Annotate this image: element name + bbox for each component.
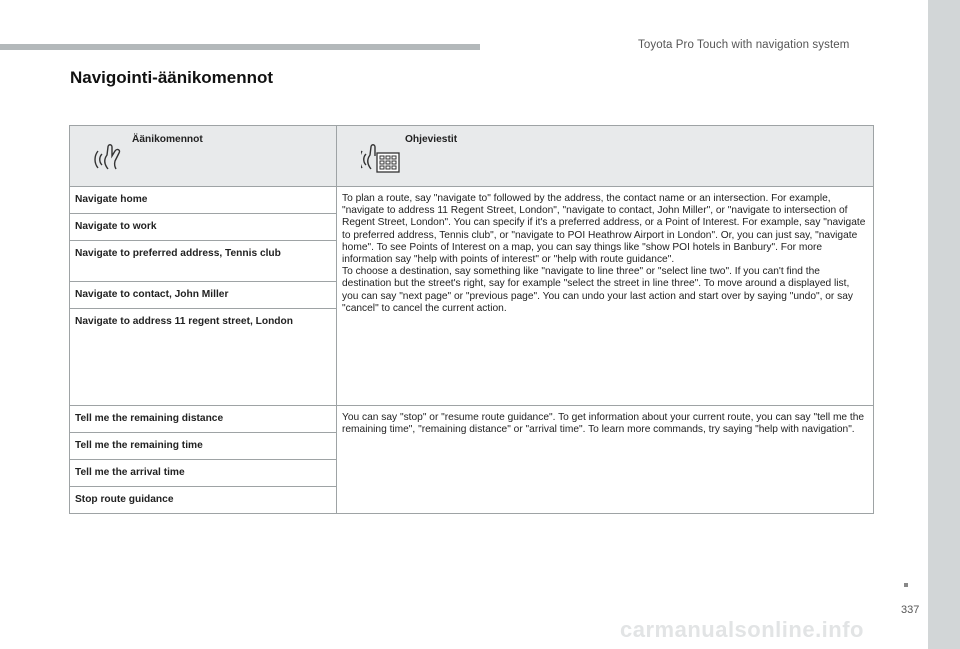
header-rule xyxy=(0,44,480,50)
voice-help-screen-icon xyxy=(361,142,401,174)
table-row xyxy=(70,187,874,214)
command-cell: Tell me the remaining time xyxy=(70,433,337,460)
page-number: 337 xyxy=(901,604,920,616)
description-paragraph: To choose a destination, say something like "navigate to line three" or "select line two". If you can't find the destination but the street's right, say for example "select the street in line three". To move around a displayed list, you can say "next page" or "previous page". You can undo your last action and start over by saying "undo", or say "cancel" to cancel the current action. xyxy=(342,266,854,314)
help-messages-header xyxy=(337,126,874,187)
voice-commands-header xyxy=(70,126,337,187)
table-row xyxy=(70,406,874,433)
voice-command-icon xyxy=(94,142,128,172)
command-cell: Navigate to work xyxy=(70,214,337,241)
command-cell: Tell me the remaining distance xyxy=(70,406,337,433)
table-header-row xyxy=(70,126,874,187)
command-cell: Navigate home xyxy=(70,187,337,214)
page-marker-dot xyxy=(904,583,908,587)
page-side-tab xyxy=(928,0,960,649)
command-cell: Tell me the arrival time xyxy=(70,460,337,487)
command-cell: Navigate to preferred address, Tennis club xyxy=(70,241,337,282)
voice-commands-label: Äänikomennot xyxy=(132,134,203,145)
command-cell: Stop route guidance xyxy=(70,487,337,514)
page-title: Navigointi-äänikomennot xyxy=(70,68,274,87)
description-cell xyxy=(337,187,874,406)
manual-title: Toyota Pro Touch with navigation system xyxy=(638,39,850,51)
command-cell: Navigate to contact, John Miller xyxy=(70,282,337,309)
command-cell: Navigate to address 11 regent street, London xyxy=(70,309,337,406)
voice-commands-table xyxy=(69,125,874,514)
watermark: carmanualsonline.info xyxy=(620,617,864,642)
description-paragraph: You can say "stop" or "resume route guidance". To get information about your current route, you can say "tell me the remaining time", "remaining distance" or "arrival time". To learn more commands, try saying "help with navigation". xyxy=(342,412,865,436)
description-paragraph: To plan a route, say "navigate to" followed by the address, the contact name or an intersection. For example, "navigate to address 11 Regent Street, London", "navigate to contact, John Miller", or "navigate to intersection of Regent Street, London". You can specify if it's a preferred address, or a Point of Interest. For example, say "navigate to preferred address, Tennis club", or "navigate to POI Heathrow Airport in London". Or, you can just say, "navigate home". To see Points of Interest on a map, you can say things like "show POI hotels in Banbury". For more information say "help with points of interest" or "help with route guidance". xyxy=(342,193,866,266)
description-cell xyxy=(337,406,874,514)
help-messages-label: Ohjeviestit xyxy=(405,134,458,145)
